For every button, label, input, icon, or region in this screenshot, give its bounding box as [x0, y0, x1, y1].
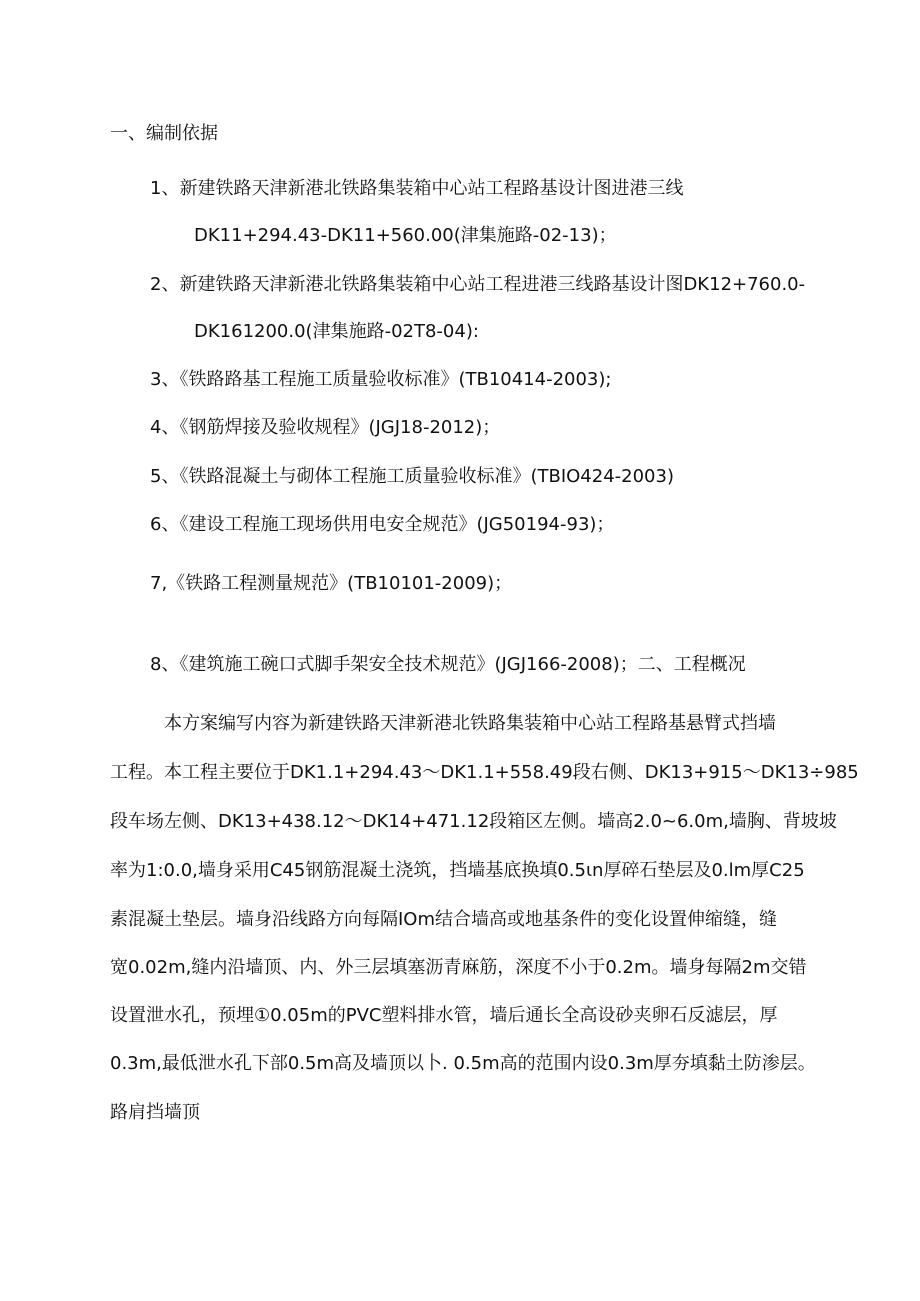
reference-item-3: 3、《铁路路基工程施工质量验收标准》(TB10414-2003);	[150, 369, 612, 390]
overview-paragraph-line: 宽0.02m,缝内沿墙顶、内、外三层填塞沥青麻筋，深度不小于0.2m。墙身每隔2m交错	[110, 957, 807, 978]
overview-paragraph-line: 本方案编写内容为新建铁路天津新港北铁路集装箱中心站工程路基悬臂式挡墙	[164, 713, 776, 734]
overview-paragraph-line: 工程。本工程主要位于DK1.1+294.43～DK1.1+558.49段右侧、DK13+915～DK13÷985	[110, 762, 859, 783]
overview-paragraph-line: 设置泄水孔，预埋①0.05m的PVC塑料排水管，墙后通长全高设砂夹卵石反滤层，厚	[110, 1005, 778, 1026]
section-heading: 一、编制依据	[110, 123, 218, 144]
overview-paragraph-line: 路肩挡墙顶	[110, 1102, 200, 1123]
overview-paragraph-line: 0.3m,最低泄水孔下部0.5m高及墙顶以卜. 0.5m高的范围内设0.3m厚夯填黏土防渗层。	[110, 1053, 816, 1074]
reference-item-1-continuation: DK11+294.43-DK11+560.00(津集施路-02-13)；	[194, 225, 617, 246]
reference-item-4: 4、《钢筋焊接及验收规程》(JGJ18-2012)；	[150, 417, 501, 438]
reference-item-1: 1、新建铁路天津新港北铁路集装箱中心站工程路基设计图进港三线	[150, 178, 684, 199]
reference-item-2: 2、新建铁路天津新港北铁路集装箱中心站工程进港三线路基设计图DK12+760.0-	[150, 274, 806, 295]
reference-item-6: 6、《建设工程施工现场供用电安全规范》(JG50194-93)；	[150, 514, 615, 535]
reference-item-5: 5、《铁路混凝土与砌体工程施工质量验收标准》(TBIO424-2003)	[150, 466, 674, 487]
reference-item-8: 8、《建筑施工碗口式脚手架安全技术规范》(JGJ166-2008)；二、工程概况	[150, 654, 746, 675]
overview-paragraph-line: 率为1:0.0,墙身采用C45钢筋混凝土浇筑，挡墙基底换填0.5ιn厚碎石垫层及0.lm厚C25	[110, 860, 805, 881]
overview-paragraph-line: 素混凝土垫层。墙身沿线路方向每隔IOm结合墙高或地基条件的变化设置伸缩缝，缝	[110, 909, 778, 930]
overview-paragraph-line: 段车场左侧、DK13+438.12～DK14+471.12段箱区左侧。墙高2.0~6.0m,墙胸、背坡坡	[110, 811, 837, 832]
reference-item-7: 7,《铁路工程测量规范》(TB10101-2009)；	[150, 573, 513, 594]
reference-item-2-continuation: DK161200.0(津集施路-02T8-04):	[194, 321, 479, 342]
